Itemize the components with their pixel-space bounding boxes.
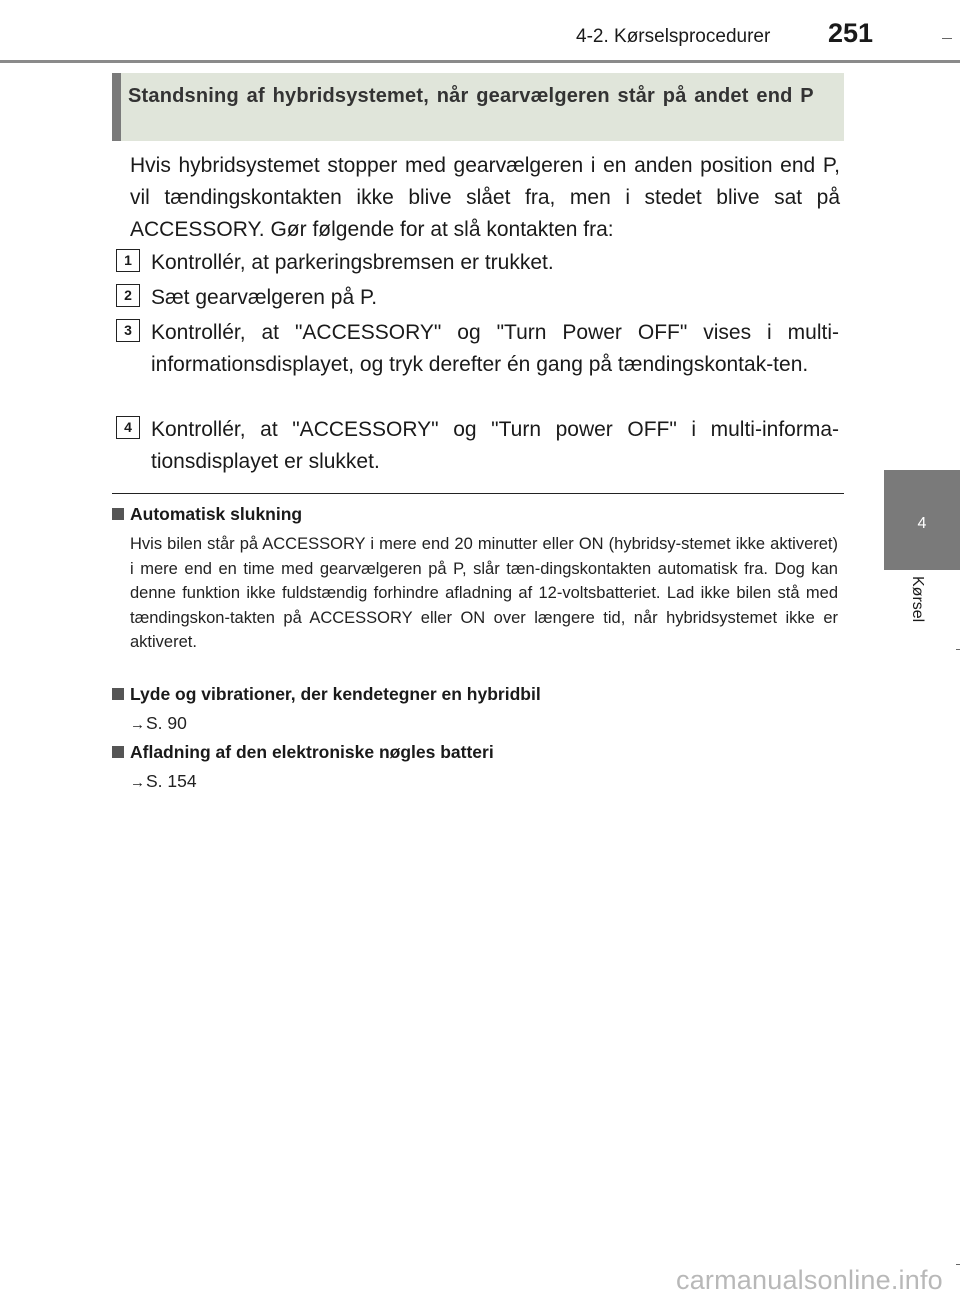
square-bullet-icon: [112, 746, 124, 758]
crop-mark: [956, 649, 960, 650]
page-reference[interactable]: [130, 771, 197, 792]
square-bullet-icon: [112, 508, 124, 520]
page-number: 251: [828, 18, 874, 48]
arrow-right-icon: →: [130, 774, 145, 791]
note-body: Hvis bilen står på ACCESSORY i mere end 20 minutter eller ON (hybridsy-stemet ikke aktiveret) i mere end en time med gearvælgeren på P, slår tæn-dingskontakten automatisk fra. Dog kan denne funktion ikke fuldstændig forhindre afladning af 12-voltsbatteriet. Lad ikke bilen stå med tændingskon-takten på ACCESSORY eller ON over længere tid, når hybridsystemet ikke er aktiveret.: [130, 535, 838, 651]
note-title: Automatisk slukning: [130, 504, 303, 524]
step-number-badge: 4: [116, 416, 140, 439]
page-reference-label: S. 90: [146, 713, 187, 733]
crop-mark: [956, 1264, 960, 1265]
heading-accent-bar: [112, 73, 121, 141]
square-bullet-icon: [112, 688, 124, 700]
note-heading: [112, 742, 494, 763]
step-number-badge: 2: [116, 284, 140, 307]
page-reference-label: S. 154: [146, 771, 197, 791]
section-divider: [112, 493, 844, 494]
header-rule: [0, 60, 960, 63]
step-text: Kontrollér, at parkeringsbremsen er trukket.: [151, 251, 554, 274]
step-number-badge: 1: [116, 249, 140, 272]
crop-mark: [942, 38, 952, 39]
note-heading: [112, 504, 302, 525]
intro-paragraph: Hvis hybridsystemet stopper med gearvælgeren i en anden position end P, vil tændingskontakten ikke blive slået fra, men i stedet blive sat på ACCESSORY. Gør følgende for at slå kontakten fra:: [130, 154, 840, 241]
note-heading: [112, 684, 541, 705]
note-title: Lyde og vibrationer, der kendetegner en hybridbil: [130, 684, 541, 704]
step-number-badge: 3: [116, 319, 140, 342]
chapter-tab-number: 4: [917, 515, 927, 532]
step-text: Kontrollér, at "ACCESSORY" og "Turn Power OFF" vises i multi-informationsdisplayet, og tryk derefter én gang på tændingskontak-ten.: [151, 321, 839, 376]
section-heading: Standsning af hybridsystemet, når gearvælgeren står på andet end P: [128, 85, 814, 107]
step-text: Kontrollér, at "ACCESSORY" og "Turn power OFF" i multi-informa-tionsdisplayet er slukket.: [151, 418, 839, 473]
chapter-tab-label: Kørsel: [909, 576, 926, 623]
note-title: Afladning af den elektroniske nøgles batteri: [130, 742, 494, 762]
page-reference[interactable]: [130, 713, 187, 734]
arrow-right-icon: →: [130, 716, 145, 733]
step-text: Sæt gearvælgeren på P.: [151, 286, 378, 309]
watermark: carmanualsonline.info: [676, 1265, 943, 1295]
section-title: 4-2. Kørselsprocedurer: [576, 26, 771, 47]
